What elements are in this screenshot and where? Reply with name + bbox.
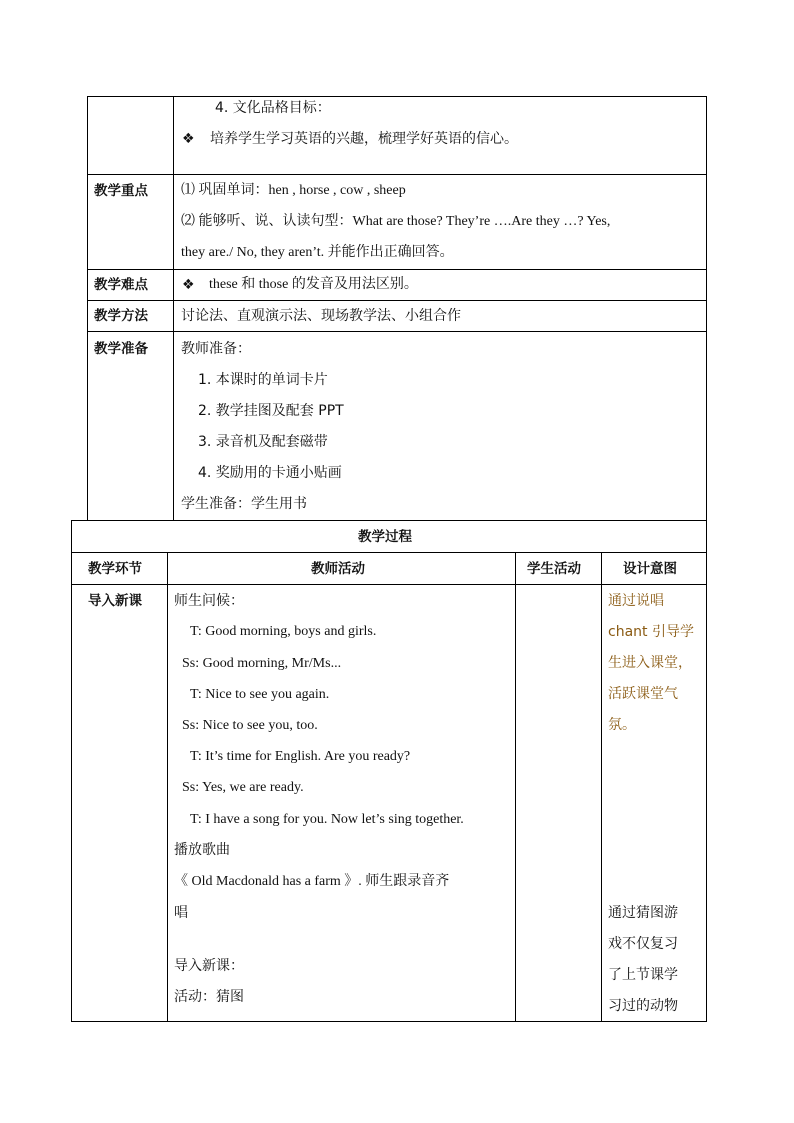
rule [706,520,707,1022]
difficulty-label: 教学难点 [94,277,148,293]
teacher-line: T: Good morning, boys and girls. [190,624,377,639]
bullet-icon: ❖ [182,277,195,293]
key-points-line: ⑴ 巩固单词：hen , horse , cow , sheep [181,183,406,198]
method-text: 讨论法、直观演示法、现场教学法、小组合作 [181,308,461,324]
teacher-line: T: I have a song for you. Now let’s sing together. [190,812,464,827]
rule [87,96,707,97]
rule [87,331,707,332]
difficulty-text: these 和 those 的发音及用法区别。 [209,277,418,292]
intent-line: 习过的动物 [608,998,678,1014]
teacher-line: Ss: Nice to see you, too. [182,718,318,733]
teacher-line: 播放歌曲 [174,842,230,858]
prep-item: 2. 教学挂图及配套 PPT [198,403,344,419]
rule [71,520,707,521]
preparation-label: 教学准备 [94,341,148,357]
intent-line: 生进入课堂， [608,655,692,671]
teacher-line: T: Nice to see you again. [190,687,330,702]
method-label: 教学方法 [94,308,148,324]
header-student: 学生活动 [527,561,581,577]
rule [87,96,88,521]
header-intent: 设计意图 [623,561,677,577]
header-stage: 教学环节 [88,561,142,577]
stage-cell: 导入新课 [88,593,142,609]
rule [87,269,707,270]
key-points-line: they are./ No, they aren’t. 并能作出正确回答。 [181,245,454,260]
rule [173,96,174,521]
key-points-line: ⑵ 能够听、说、认读句型：What are those? They’re ….Are they …? Yes, [181,214,611,229]
culture-goal-heading: 4. 文化品格目标： [215,100,331,116]
teacher-line: 《 Old Macdonald has a farm 》. 师生跟录音齐 [174,874,450,889]
teacher-line: T: It’s time for English. Are you ready? [190,749,411,764]
intent-line: 戏不仅复习 [608,936,678,952]
teacher-line: 活动：猜图 [174,989,244,1005]
intent-line: 活跃课堂气 [608,686,678,702]
teacher-line: 唱 [174,905,188,921]
rule [515,552,516,1022]
intent-line: 氛。 [608,717,636,733]
intent-line: 了上节课学 [608,967,678,983]
header-teacher: 教师活动 [311,561,365,577]
teacher-line: Ss: Good morning, Mr/Ms... [182,656,342,671]
rule [167,552,168,1022]
teacher-line: 师生问候： [174,593,244,609]
rule [87,300,707,301]
intent-line: chant 引导学 [608,624,694,640]
intent-line: 通过猜图游 [608,905,678,921]
intent-line: 通过说唱 [608,593,664,609]
culture-goal-text: 培养学生学习英语的兴趣，梳理学好英语的信心。 [210,131,518,147]
bullet-icon: ❖ [182,131,195,147]
rule [601,552,602,1022]
teacher-prep-heading: 教师准备： [181,341,251,357]
rule [706,96,707,521]
prep-item: 1. 本课时的单词卡片 [198,372,328,388]
prep-item: 3. 录音机及配套磁带 [198,434,328,450]
prep-item: 4. 奖励用的卡通小贴画 [198,465,342,481]
process-title: 教学过程 [358,529,412,545]
rule [87,174,707,175]
rule [71,520,72,1022]
teacher-line: Ss: Yes, we are ready. [182,780,304,795]
student-prep: 学生准备：学生用书 [181,496,307,512]
key-points-label: 教学重点 [94,183,148,199]
teacher-line: 导入新课： [174,958,244,974]
